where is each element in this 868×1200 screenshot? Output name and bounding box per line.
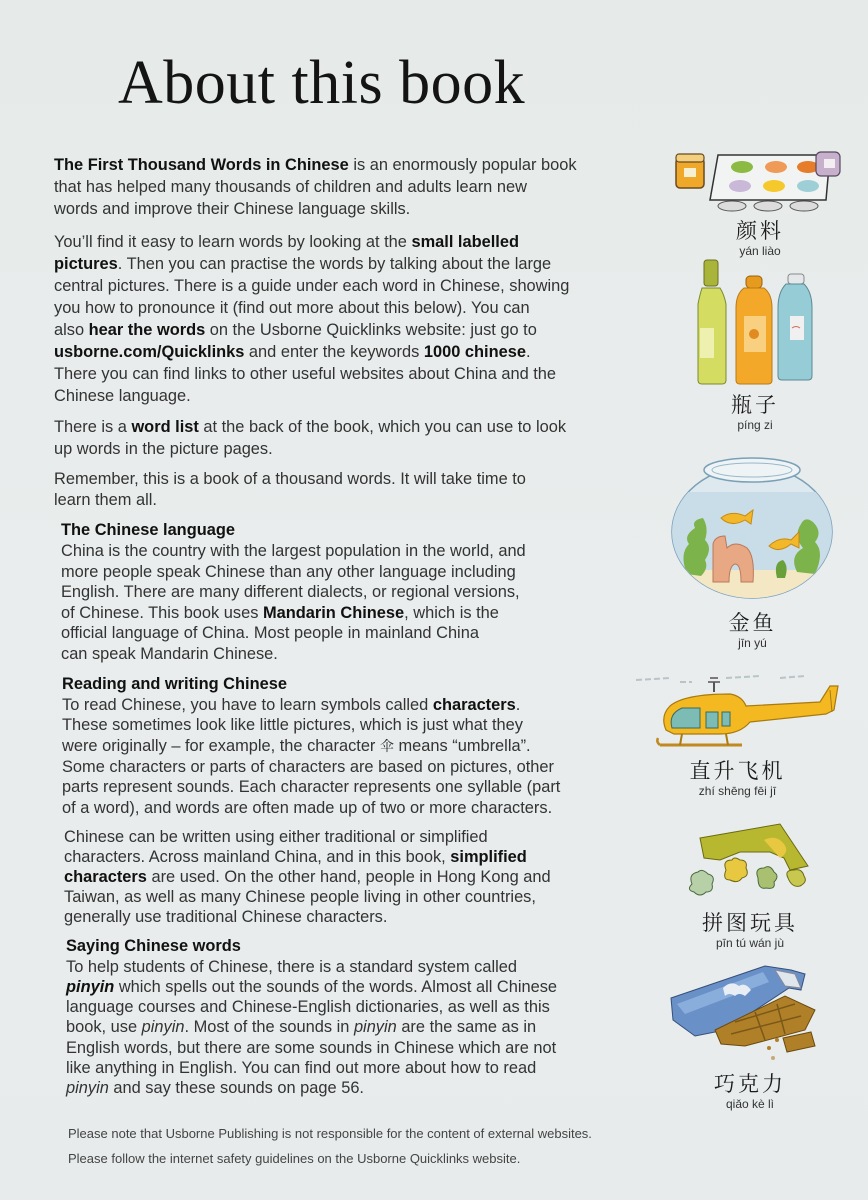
text-line: parts represent sounds. Each character represents one syllable (part: [62, 778, 561, 796]
picture-item-jigsaw: [680, 820, 820, 950]
picture-item-helicopter: [630, 672, 845, 798]
text-line: characters. Across mainland China, and in this book, simplified: [64, 848, 527, 866]
umbrella-character: 伞: [379, 739, 394, 755]
text-line: can speak Mandarin Chinese.: [61, 645, 278, 663]
intro-paragraph-1-line-3: words and improve their Chinese language skills.: [54, 200, 411, 218]
quicklinks-url[interactable]: usborne.com/Quicklinks: [54, 343, 245, 361]
intro-paragraph-2-line-3: central pictures. There is a guide under each word in Chinese, showing: [54, 277, 570, 295]
intro-paragraph-3-line-1: There is a word list at the back of the book, which you can use to look: [54, 418, 567, 436]
text-line: pinyin and say these sounds on page 56.: [66, 1079, 364, 1097]
intro-paragraph-2-line-7: There you can find links to other useful websites about China and the: [54, 365, 557, 383]
text-line: of a word), and words are often made up of two or more characters.: [62, 799, 553, 817]
intro-paragraph-2-line-6: usborne.com/Quicklinks and enter the keywords 1000 chinese.: [54, 343, 531, 361]
intro-paragraph-2-line-1: You’ll find it easy to learn words by looking at the small labelled: [54, 233, 519, 251]
section-heading: Reading and writing Chinese: [62, 675, 287, 693]
book-title: The First Thousand Words in Chinese: [54, 156, 349, 174]
text-line: Chinese can be written using either traditional or simplified: [64, 828, 488, 846]
pinyin: pīn tú wán jù: [715, 936, 785, 950]
chinese-word: 拼图玩具: [702, 911, 798, 935]
text-line: language courses and Chinese-English dictionaries, as well as this: [66, 998, 550, 1016]
picture-item-goldfish: [665, 444, 840, 650]
chinese-word: 巧克力: [714, 1072, 786, 1096]
paint-palette-icon: [670, 150, 850, 214]
pinyin: yán liào: [739, 244, 781, 258]
picture-item-chocolate: [665, 960, 835, 1111]
chinese-word: 瓶子: [731, 393, 779, 417]
chinese-word: 直升飞机: [689, 759, 786, 783]
text-line: pinyin which spells out the sounds of the words. Almost all Chinese: [66, 978, 558, 996]
text-line: English. There are many different dialects, or regional versions,: [61, 583, 520, 601]
intro-paragraph-4-line-1: Remember, this is a book of a thousand words. It will take time to: [54, 470, 526, 488]
chinese-word: 金鱼: [728, 611, 777, 635]
pinyin: qiǎo kè lì: [725, 1097, 775, 1111]
pinyin: jīn yú: [738, 636, 767, 650]
text-line: like anything in English. You can find out more about how to read: [66, 1059, 537, 1077]
text-line: Taiwan, as well as many Chinese people living in other countries,: [64, 888, 536, 906]
intro-paragraph-4-line-2: learn them all.: [54, 491, 157, 509]
section-heading: Saying Chinese words: [66, 937, 241, 955]
keywords: 1000 chinese: [423, 343, 526, 361]
intro-paragraph-2-line-8: Chinese language.: [54, 387, 191, 405]
footer-note-2: Please follow the internet safety guidelines on the Usborne Quicklinks website.: [68, 1151, 521, 1166]
text-line: more people speak Chinese than any other language including: [61, 563, 516, 581]
text-line: To help students of Chinese, there is a standard system called: [66, 958, 517, 976]
text-line: generally use traditional Chinese characters.: [64, 908, 388, 926]
picture-item-bottles: [690, 258, 820, 432]
text-line: Some characters or parts of characters are based on pictures, other: [62, 758, 554, 776]
pinyin: zhí shēng fēi jī: [698, 784, 777, 798]
page-title: About this book: [118, 49, 526, 117]
intro-paragraph-1-line-1: The First Thousand Words in Chinese is an enormously popular book: [54, 156, 577, 174]
intro-paragraph-2-line-5: also hear the words on the Usborne Quicklinks website: just go to: [54, 321, 537, 339]
intro-paragraph-3-line-2: up words in the picture pages.: [54, 440, 273, 458]
pinyin: píng zi: [737, 418, 773, 432]
text-line: China is the country with the largest population in the world, and: [61, 542, 526, 560]
text-line: English words, but there are some sounds in Chinese which are not: [66, 1039, 557, 1057]
text-line: official language of China. Most people in mainland China: [61, 624, 479, 642]
section-heading: The Chinese language: [61, 521, 235, 539]
intro-paragraph-1-line-2: that has helped many thousands of children and adults learn new: [54, 178, 527, 196]
text-line: These sometimes look like little pictures, which is just what they: [62, 716, 523, 734]
text-line: book, use pinyin. Most of the sounds in pinyin are the same as in: [66, 1018, 537, 1036]
chinese-word: 颜料: [736, 219, 784, 243]
goldfish-bowl-icon: [665, 444, 840, 606]
picture-item-paints: [670, 150, 850, 258]
jigsaw-puzzle-icon: [680, 820, 820, 900]
helicopter-icon: [630, 672, 845, 752]
text-line: were originally – for example, the character 伞 means “umbrella”.: [62, 737, 531, 755]
intro-paragraph-2-line-4: you how to pronounce it (find out more about this below). You can: [54, 299, 530, 317]
text-line: characters are used. On the other hand, people in Hong Kong and: [64, 868, 551, 886]
intro-paragraph-2-line-2: pictures. Then you can practise the words by talking about the large: [54, 255, 552, 273]
text-line: To read Chinese, you have to learn symbols called characters.: [62, 696, 521, 714]
footer-note-1: Please note that Usborne Publishing is not responsible for the content of external websites.: [68, 1126, 592, 1141]
bottles-icon: [690, 258, 820, 386]
text-line: of Chinese. This book uses Mandarin Chinese, which is the: [61, 604, 499, 622]
chocolate-bar-icon: [665, 960, 835, 1065]
